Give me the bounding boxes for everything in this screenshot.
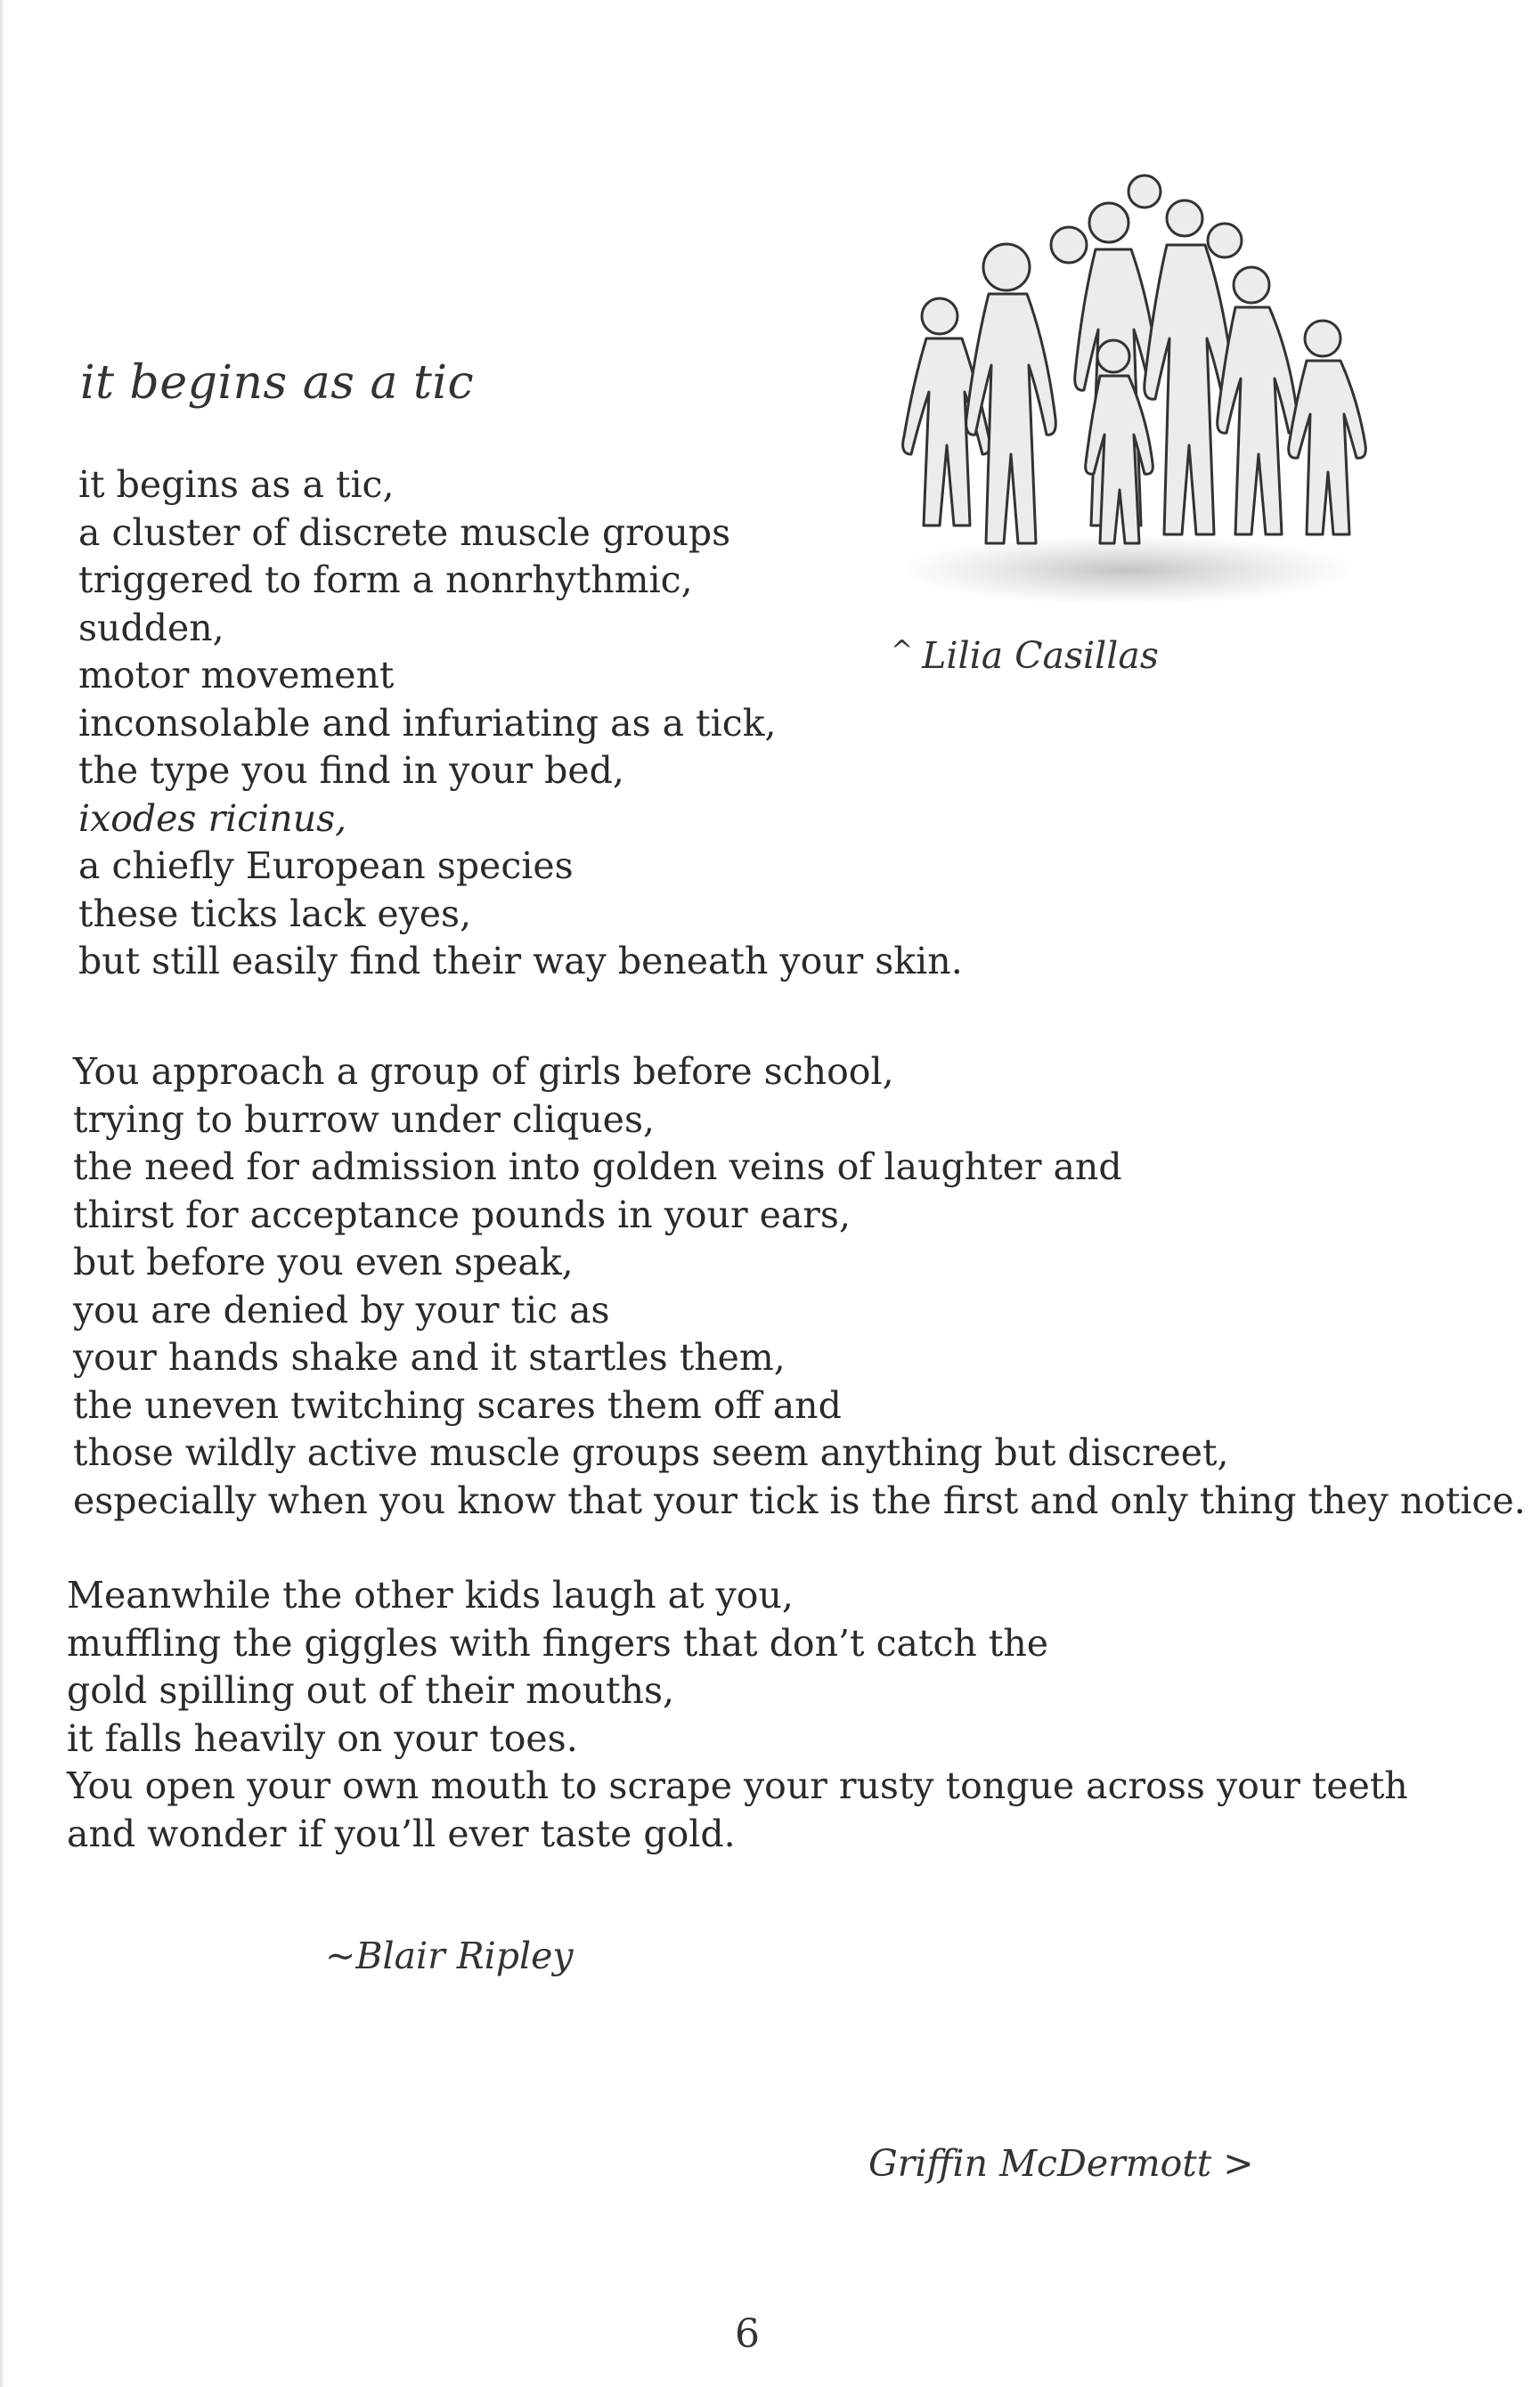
- stanza-2: [73, 1048, 1526, 1525]
- page-edge: [0, 0, 3, 2387]
- poem-line: trying to burrow under cliques,: [73, 1097, 656, 1141]
- poem-line: gold spilling out of their mouths,: [67, 1669, 675, 1712]
- poem-line: thirst for acceptance pounds in your ears,: [73, 1193, 851, 1236]
- poem-line: You approach a group of girls before school,: [73, 1050, 894, 1093]
- figures-illustration: [877, 151, 1376, 615]
- next-page-credit: Griffin McDermott >: [868, 2142, 1254, 2185]
- poem-line: a cluster of discrete muscle groups: [78, 510, 731, 554]
- poem-line: especially when you know that your tick is the first and only thing they notice.: [73, 1479, 1526, 1522]
- poem-line: but before you even speak,: [73, 1241, 574, 1283]
- poem-line: the need for admission into golden veins of laughter and: [73, 1145, 1122, 1188]
- poem-line: and wonder if you’ll ever taste gold.: [67, 1812, 736, 1855]
- poem-line: a chiefly European species: [78, 844, 574, 887]
- poem-line: but still easily find their way beneath your skin.: [78, 940, 963, 982]
- poem-line: those wildly active muscle groups seem anything but discreet,: [73, 1431, 1229, 1474]
- poem-line: sudden,: [78, 606, 224, 649]
- poem-line: muffling the giggles with fingers that don’t catch the: [67, 1621, 1048, 1665]
- page-number: 6: [735, 2311, 760, 2357]
- artwork-credit: [891, 634, 1159, 677]
- poem-line: it falls heavily on your toes.: [67, 1716, 578, 1760]
- poem-line: it begins as a tic,: [78, 463, 395, 506]
- stanza-3: [67, 1572, 1408, 1858]
- poem-line: motor movement: [78, 654, 395, 697]
- poem-title: it begins as a tic: [80, 356, 475, 410]
- poem-author: ~Blair Ripley: [325, 1935, 574, 1977]
- caret-icon: ^: [891, 635, 914, 666]
- poem-line: inconsolable and infuriating as a tick,: [78, 701, 777, 745]
- poem-line: Meanwhile the other kids laugh at you,: [67, 1574, 794, 1617]
- artwork-credit-name: Lilia Casillas: [922, 634, 1159, 677]
- stanza-1: [78, 461, 963, 986]
- poem-line-italic: ixodes ricinus,: [78, 796, 347, 840]
- poem-line: the type you find in your bed,: [78, 749, 624, 792]
- poem-line: your hands shake and it startles them,: [73, 1336, 786, 1379]
- poem-line: triggered to form a nonrhythmic,: [78, 558, 693, 601]
- poem-line: You open your own mouth to scrape your rusty tongue across your teeth: [67, 1764, 1408, 1807]
- poem-line: the uneven twitching scares them off and: [73, 1383, 842, 1427]
- poem-line: you are denied by your tic as: [73, 1288, 610, 1332]
- poem-line: these ticks lack eyes,: [78, 892, 472, 935]
